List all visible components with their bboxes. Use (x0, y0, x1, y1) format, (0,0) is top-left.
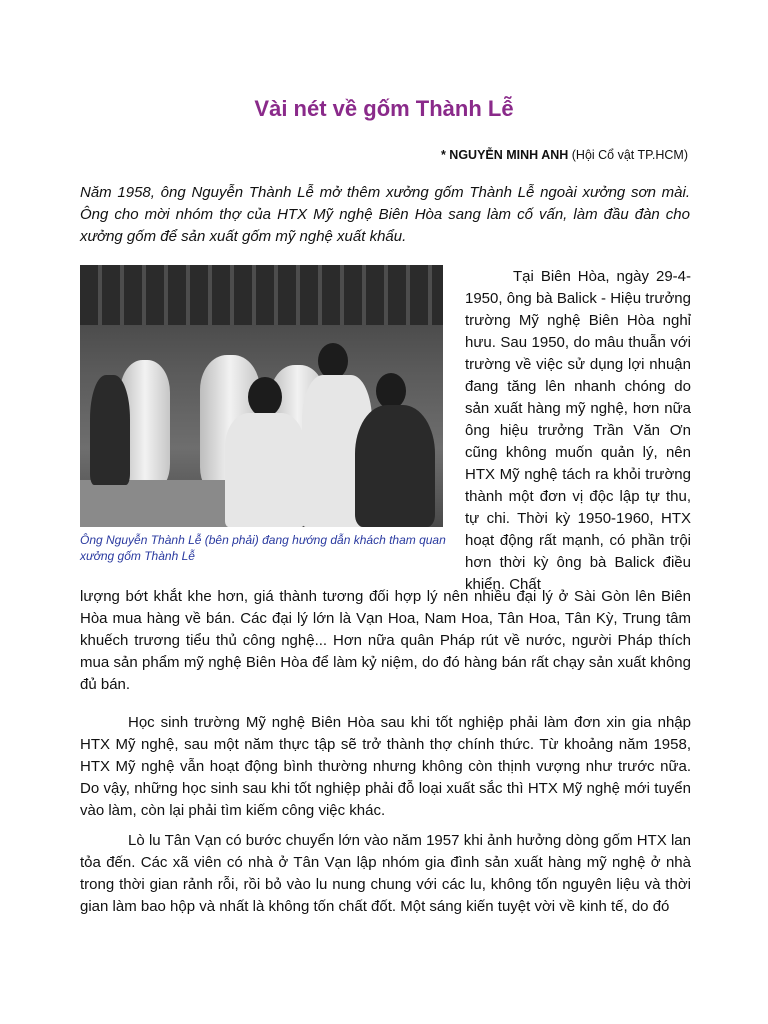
paragraph-3: Lò lu Tân Vạn có bước chuyển lớn vào năm 1957 khi ảnh hưởng dòng gốm HTX lan tỏa đến. Các xã viên có nhà ở Tân Vạn lập nhóm gia đình sản xuất hàng mỹ nghệ ở nhà trong thời gian rảnh rỗi, rồi bỏ vào lu nung chung với các lu, không tốn nguyên liệu và thời gian làm bao hộp và nhất là không tốn chất đốt. Một sáng kiến tuyệt vời về kinh tế, do đó (80, 832, 691, 915)
photo-person-head (248, 377, 282, 417)
photo-person (355, 405, 435, 527)
photo-person (225, 413, 305, 527)
paragraph-2: Học sinh trường Mỹ nghệ Biên Hòa sau khi tốt nghiệp phải làm đơn xin gia nhập HTX Mỹ nghệ, sau một năm thực tập sẽ trở thành thợ chính thức. Từ khoảng năm 1958, HTX Mỹ nghệ vẫn hoạt động bình thường nhưng không còn thịnh vượng như trước nữa. Do vậy, những học sinh sau khi tốt nghiệp phải đỗ loại xuất sắc thì HTX Mỹ nghệ mới tuyển vào làm, còn lại phải tìm kiếm công việc khác. (80, 714, 691, 819)
photo-caption: Ông Nguyễn Thành Lễ (bên phải) đang hướng dẫn khách tham quan xưởng gốm Thành Lễ (80, 533, 446, 563)
article-title: Vài nét về gốm Thành Lễ (254, 96, 514, 121)
author-affiliation: (Hội Cổ vật TP.HCM) (571, 148, 688, 162)
photo-person (90, 375, 130, 485)
byline (441, 148, 688, 162)
side-column-text (465, 266, 691, 596)
author-name: * NGUYỄN MINH ANH (440, 148, 569, 162)
photo-roof (80, 265, 443, 325)
lead-paragraph: Năm 1958, ông Nguyễn Thành Lễ mở thêm xưởng gốm Thành Lễ ngoài xưởng sơn mài. Ông cho mời nhóm thợ của HTX Mỹ nghệ Biên Hòa sang làm cố vấn, làm đầu đàn cho xưởng gốm để sản xuất gốm mỹ nghệ xuất khẩu. (80, 184, 690, 245)
historical-photo (80, 265, 443, 527)
photo-person-head (376, 373, 406, 409)
photo-person-head (318, 343, 348, 379)
side-paragraph: Tại Biên Hòa, ngày 29-4-1950, ông bà Balick - Hiệu trưởng trường Mỹ nghệ Biên Hòa nghỉ hưu. Sau 1950, do mâu thuẫn với trường về việc sử dụng lợi nhuận đang tăng lên nhanh chóng do sản xuất hàng mỹ nghệ, hơn nữa ông hiệu trưởng Trần Văn Ơn cũng không muốn quản lý, nên HTX Mỹ nghệ tách ra khỏi trường thành một đơn vị độc lập tự thu, tự chi. Thời kỳ 1950-1960, HTX hoạt động rất mạnh, có phần trội hơn thời kỳ ông bà Balick điều khiển. Chất (465, 268, 691, 593)
paragraph-continuation: lượng bớt khắt khe hơn, giá thành tương đối hợp lý nên nhiều đại lý ở Sài Gòn lên Biên Hòa mua hàng về bán. Các đại lý lớn là Vạn Hoa, Nam Hoa, Tân Hoa, Tân Kỳ, Trung tâm khuếch trương tiểu thủ công nghệ... Hơn nữa quân Pháp rút về nước, người Pháp thích mua sản phẩm mỹ nghệ Biên Hòa để làm kỷ niệm, do đó hàng bán rất chạy sản xuất không đủ bán. (80, 588, 691, 693)
